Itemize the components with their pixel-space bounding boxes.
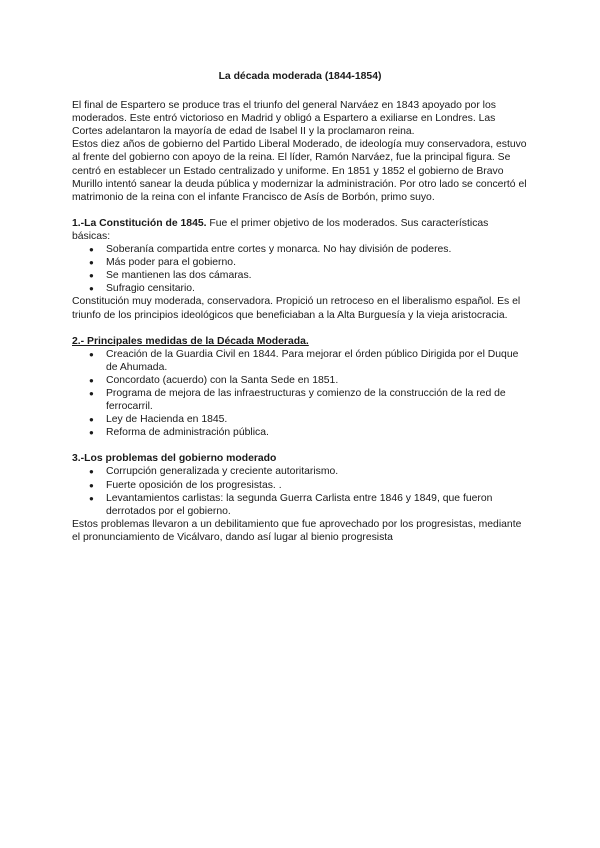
intro-paragraph-1: El final de Espartero se produce tras el triunfo del general Narváez en 1843 apoyado por los moderados. Este entró victorioso en Madrid y obligó a Espartero a exiliarse en Londres. Las Cortes adelantaron la mayoría de edad de Isabel II y la proclamaron reina. (72, 100, 496, 138)
bullet-icon: ● (89, 375, 94, 385)
list-item (89, 413, 528, 426)
list-item (89, 465, 528, 478)
section-2-heading: 2.- Principales medidas de la Década Moderada. (72, 335, 309, 347)
list-item (89, 387, 528, 413)
list-item-text: Se mantienen las dos cámaras. (106, 270, 252, 282)
section-3-closing: Estos problemas llevaron a un debilitamiento que fue aprovechado por los progresistas, mediante el pronunciamiento de Vicálvaro, dando así lugar al bienio progresista (72, 518, 522, 543)
document-page (72, 70, 528, 544)
list-item-text: Corrupción generalizada y creciente autoritarismo. (106, 466, 339, 478)
list-item (89, 426, 528, 439)
list-item (89, 256, 528, 269)
list-item-text: Levantamientos carlistas: la segunda Guerra Carlista entre 1846 y 1849, que fueron derrotados por el gobierno. (106, 492, 493, 517)
bullet-icon: ● (89, 467, 94, 477)
list-item-text: Programa de mejora de las infraestructuras y comienzo de la construcción de la red de ferrocarril. (106, 387, 506, 413)
list-item-text: Sufragio censitario. (106, 283, 195, 295)
bullet-icon: ● (89, 245, 94, 255)
section-3-heading: 3.-Los problemas del gobierno moderado (72, 453, 277, 465)
list-item (89, 243, 528, 256)
section-2-list (72, 348, 528, 440)
bullet-icon: ● (89, 480, 94, 490)
section-1-closing: Constitución muy moderada, conservadora. Propició un retroceso en el liberalismo español. Es el triunfo de los principios ideológicos que beneficiaban a la Alta Burguesía y la vieja aristocracia. (72, 296, 521, 321)
list-item-text: Ley de Hacienda en 1845. (106, 414, 228, 426)
list-item (89, 269, 528, 282)
list-item (89, 479, 528, 492)
section-1-intro (72, 217, 528, 243)
list-item-text: Fuerte oposición de los progresistas. . (106, 479, 282, 491)
bullet-icon: ● (89, 493, 94, 503)
list-item-text: Concordato (acuerdo) con la Santa Sede en 1851. (106, 374, 339, 386)
section-1-heading: 1.-La Constitución de 1845. (72, 217, 207, 229)
bullet-icon: ● (89, 258, 94, 268)
list-item (89, 282, 528, 295)
list-item (89, 348, 528, 374)
document-title: La década moderada (1844-1854) (218, 71, 382, 82)
bullet-icon: ● (89, 284, 94, 294)
bullet-icon: ● (89, 349, 94, 359)
spacer (72, 322, 528, 335)
section-1-list (72, 243, 528, 295)
bullet-icon: ● (89, 415, 94, 425)
list-item-text: Más poder para el gobierno. (106, 257, 236, 269)
section-1-lead: Fue el primer objetivo de los moderados. Sus características básicas: (72, 217, 489, 242)
spacer (72, 439, 528, 452)
list-item (89, 492, 528, 518)
list-item (89, 374, 528, 387)
section-3-list (72, 465, 528, 517)
bullet-icon: ● (89, 428, 94, 438)
bullet-icon: ● (89, 388, 94, 398)
intro-paragraph-2: Estos diez años de gobierno del Partido Liberal Moderado, de ideología muy conservadora, estuvo al frente del gobierno con apoyo de la reina. El líder, Ramón Narváez, fue la principal figura. Se centró en establecer un Estado centralizado y uniforme. En 1851 y 1852 el gobierno de Bravo Murillo intentó sanear la deuda pública y modernizar la administración. Por otro lado se concertó el matrimonio de la reina con el infante Francisco de Asís de Borbón, primo suyo. (72, 139, 527, 203)
list-item-text: Creación de la Guardia Civil en 1844. Para mejorar el órden público Dirigida por el Duque de Ahumada. (106, 348, 519, 373)
spacer (72, 204, 528, 217)
list-item-text: Soberanía compartida entre cortes y monarca. No hay división de poderes. (106, 244, 452, 256)
list-item-text: Reforma de administración pública. (106, 427, 269, 439)
bullet-icon: ● (89, 271, 94, 281)
